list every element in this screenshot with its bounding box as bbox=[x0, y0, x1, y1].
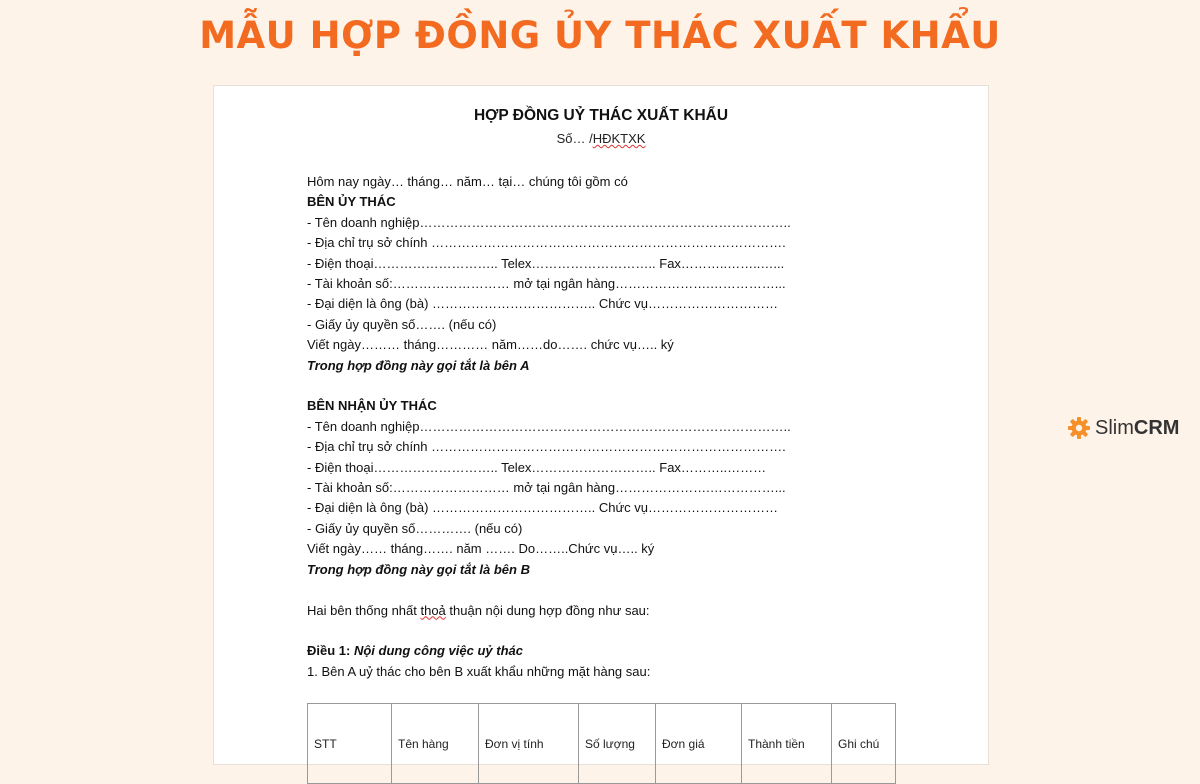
form-line: - Giấy ủy quyền số…………. (nếu có) bbox=[307, 520, 523, 536]
table-header: Đơn vị tính bbox=[479, 704, 579, 784]
brand-name-light: Slim bbox=[1095, 416, 1134, 439]
table-header: Ghi chú bbox=[832, 704, 896, 784]
document-page bbox=[213, 85, 989, 765]
party-a-heading: BÊN ỦY THÁC bbox=[307, 194, 396, 210]
text: thuận nội dung hợp đồng như sau: bbox=[445, 602, 650, 618]
goods-table bbox=[307, 703, 896, 784]
gear-icon bbox=[1067, 416, 1091, 440]
document-body bbox=[307, 172, 907, 682]
article-title: Nội dung công việc uỷ thác bbox=[353, 643, 523, 659]
form-line: - Địa chỉ trụ sở chính ………………………………………………………………………. bbox=[307, 235, 786, 251]
form-line: - Giấy ủy quyền số……. (nếu có) bbox=[307, 316, 497, 332]
article-1-heading bbox=[307, 641, 907, 661]
slimcrm-logo bbox=[1067, 416, 1179, 440]
form-line: - Điện thoại……………………….. Telex……………………….. Fax………..……..…... bbox=[307, 255, 785, 271]
form-line: - Tài khoản số:……………………… mở tại ngân hàng………………….……………... bbox=[307, 276, 786, 292]
table-header: Thành tiền bbox=[742, 704, 832, 784]
table-header-row bbox=[308, 704, 896, 784]
article-1-item: 1. Bên A uỷ thác cho bên B xuất khẩu những mặt hàng sau: bbox=[307, 663, 651, 679]
intro-line: Hôm nay ngày… tháng… năm… tại… chúng tôi gồm có bbox=[307, 174, 628, 189]
brand-name-bold: CRM bbox=[1133, 416, 1180, 439]
form-line: - Đại diện là ông (bà) ……………………………….. Chức vụ………………………… bbox=[307, 500, 779, 516]
party-b-heading: BÊN NHẬN ỦY THÁC bbox=[307, 398, 437, 414]
form-line: - Tên doanh nghiệp………………………………………………………………………….. bbox=[307, 418, 791, 434]
table-header: Số lượng bbox=[579, 704, 656, 784]
party-a-alias: Trong hợp đồng này gọi tắt là bên A bbox=[307, 357, 530, 373]
form-line: - Địa chỉ trụ sở chính ………………………………………………………………………. bbox=[307, 439, 786, 455]
banner-title: MẪU HỢP ĐỒNG ỦY THÁC XUẤT KHẨU bbox=[199, 14, 1001, 57]
article-label: Điều 1: bbox=[307, 643, 354, 659]
form-line: - Đại diện là ông (bà) ……………………………….. Chức vụ………………………… bbox=[307, 296, 779, 312]
form-line: - Điện thoại……………………….. Telex……………………….. Fax………..……… bbox=[307, 459, 767, 475]
number-prefix: Số… / bbox=[556, 131, 593, 146]
agreement-line bbox=[307, 601, 907, 621]
table-header: Tên hàng bbox=[392, 704, 479, 784]
table-header: Đơn giá bbox=[656, 704, 742, 784]
text: Hai bên thống nhất bbox=[307, 602, 421, 618]
party-b-alias: Trong hợp đồng này gọi tắt là bên B bbox=[307, 561, 530, 577]
form-line: Viết ngày…… tháng……. năm ……. Do……..Chức vụ….. ký bbox=[307, 541, 655, 557]
table-header: STT bbox=[308, 704, 392, 784]
form-line: - Tài khoản số:……………………… mở tại ngân hàng………………….……………... bbox=[307, 480, 786, 496]
text: thoả bbox=[420, 602, 446, 618]
document-number bbox=[214, 131, 988, 146]
form-line: - Tên doanh nghiệp………………………………………………………………………….. bbox=[307, 214, 791, 230]
number-code: HĐKTXK bbox=[592, 131, 646, 146]
document-title: HỢP ĐỒNG UỶ THÁC XUẤT KHẨU bbox=[473, 107, 729, 124]
form-line: Viết ngày……… tháng………… năm……do……. chức vụ….. ký bbox=[307, 337, 674, 353]
